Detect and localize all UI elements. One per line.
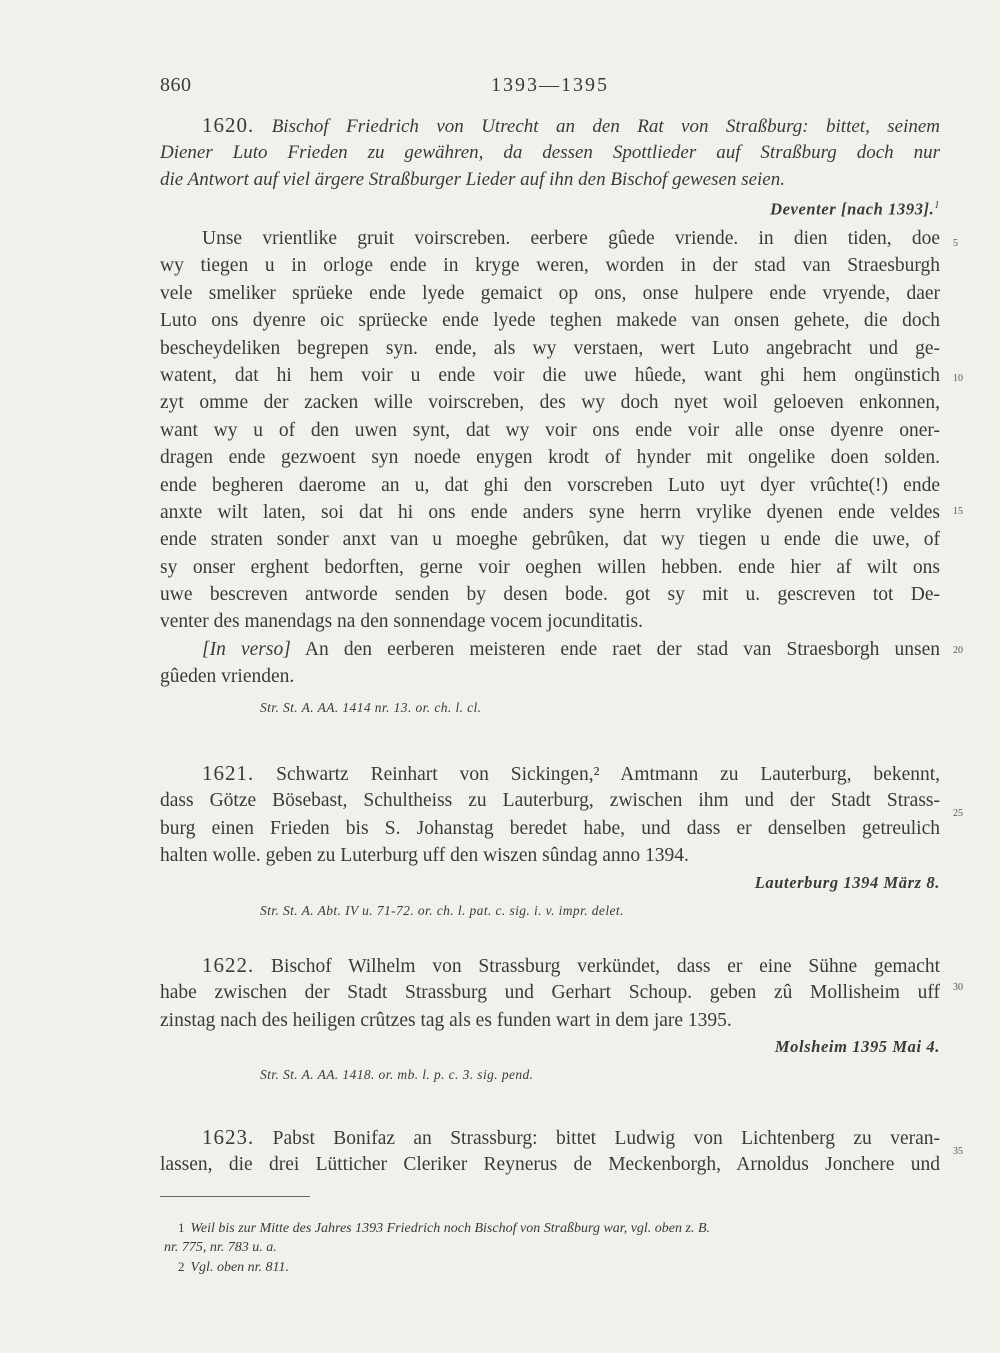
margin-line-number: 5 — [953, 238, 958, 249]
text-line: dragen ende gezwoent syn noede enygen krodt of hynder mit ongelike doen solden. — [160, 447, 940, 469]
footnote-divider — [160, 1196, 310, 1197]
source-citation: Str. St. A. Abt. IV u. 71-72. or. ch. l. pat. c. sig. i. v. impr. delet. — [260, 902, 624, 918]
verso-label: [In verso] — [202, 638, 291, 660]
footnote-mark: 1 — [178, 1220, 185, 1235]
dateline: Molsheim 1395 Mai 4. — [774, 1037, 940, 1057]
text-line: 1621. Schwartz Reinhart von Sickingen,² Amtmann zu Lauterburg, bekennt, — [202, 761, 941, 785]
regest-line: die Antwort auf viel ärgere Straßburger Lieder auf ihn den Bischof gewesen seien. — [160, 169, 785, 190]
text-line: bescheydeliken begrepen syn. ende, als wy verstaen, wert Luto angebracht und ge- — [160, 337, 940, 359]
margin-line-number: 10 — [953, 373, 963, 384]
verso-line: [In verso] An den eerberen meisteren ende raet der stad van Straesborgh unsen — [202, 638, 940, 660]
footnote-line: 2 Vgl. oben nr. 811. — [178, 1259, 290, 1275]
text-line: lassen, die drei Lütticher Cleriker Reynerus de Meckenborgh, Arnoldus Jonchere und — [160, 1154, 940, 1176]
text-line: vele smeliker sprüeke ende lyede gemaict op ons, onse hulpere ende vryende, daer — [160, 282, 940, 304]
running-title: 1393—1395 — [491, 74, 609, 96]
footnote-line: 1 Weil bis zur Mitte des Jahres 1393 Friedrich noch Bischof von Straßburg war, vgl. oben z. B. — [178, 1220, 711, 1236]
entry-1620 — [160, 112, 940, 719]
text-line: zyt omme der zacken wille voirscreben, des wy doch nyet woil geloeven enkonnen, — [160, 392, 940, 414]
dateline: Lauterburg 1394 März 8. — [754, 872, 940, 892]
text-line: 1623. Pabst Bonifaz an Strassburg: bittet Ludwig von Lichtenberg zu veran- — [202, 1125, 940, 1149]
text-line: Unse vrientlike gruit voirscreben. eerbere gûede vriende. in dien tiden, doe — [202, 228, 940, 249]
regest-line: 1620. Bischof Friedrich von Utrecht an den Rat von Straßburg: bittet, seinem — [202, 113, 941, 137]
text-line: wy tiegen u in orloge ende in kryge weren, worden in der stad van Straesburgh — [160, 255, 940, 277]
margin-line-number: 20 — [953, 645, 963, 656]
regest-line: Diener Luto Frieden zu gewähren, da dessen Spottlieder auf Straßburg doch nur — [160, 142, 940, 163]
margin-line-number: 30 — [953, 982, 963, 993]
dateline: Deventer [nach 1393].$^1$ — [770, 199, 940, 219]
text-line: habe zwischen der Stadt Strassburg und Gerhart Schoup. geben zû Mollisheim uff — [160, 982, 940, 1004]
verso-line: gûeden vrienden. — [160, 666, 295, 688]
text-line: want wy u of den uwen synt, dat wy voir ons ende voir alle onse dyenre oner- — [160, 419, 940, 441]
text-line: Luto ons dyenre oic sprüecke ende lyede teghen makede van onsen gehete, die doch — [160, 310, 940, 332]
entry-1622 — [160, 952, 940, 1086]
text-line: uwe bescreven antworde senden by desen bode. got sy mit u. gescreven tot De- — [160, 584, 940, 606]
page-number: 860 — [160, 74, 192, 96]
source-citation: Str. St. A. AA. 1418. or. mb. l. p. c. 3. sig. pend. — [260, 1067, 534, 1083]
text-line: dass Götze Bösebast, Schultheiss zu Lauterburg, zwischen ihm und der Stadt Strass- — [160, 790, 940, 812]
text-line: burg einen Frieden bis S. Johanstag beredet habe, und dass er denselben getreulich — [160, 817, 940, 839]
entry-number: 1623. — [202, 1125, 255, 1149]
text-line: halten wolle. geben zu Luterburg uff den wiszen sûndag anno 1394. — [160, 845, 689, 867]
text-line: anxte wilt laten, soi dat hi ons ende anders syne herrn vrylike dyenen ende veldes — [160, 501, 940, 523]
text-line: zinstag nach des heiligen crûtzes tag als es funden wart in dem jare 1395. — [160, 1009, 732, 1031]
text-line: ende begheren daerome an u, dat ghi den vorscreben Luto uyt dyer vrûchte(!) ende — [160, 474, 940, 496]
text-line: watent, dat hi hem voir u ende voir die uwe hûede, want ghi hem ongünstich — [160, 364, 940, 386]
text-line: sy onser erghent bedorften, gerne voir oeghen willen hebben. ende hier af wilt ons — [160, 556, 940, 578]
margin-line-number: 25 — [953, 808, 963, 819]
footnote-line: nr. 775, nr. 783 u. a. — [164, 1240, 277, 1255]
page-header — [160, 74, 940, 104]
entry-number: 1621. — [202, 761, 255, 785]
entry-number: 1622. — [202, 953, 255, 977]
text-line: 1622. Bischof Wilhelm von Strassburg verkündet, dass er eine Sühne gemacht — [202, 953, 940, 977]
text-line: venter des manendags na den sonnendage vocem jocunditatis. — [160, 611, 644, 633]
margin-line-number: 35 — [953, 1146, 963, 1157]
text-line: ende straten sonder anxt van u moeghe gebrûken, dat wy tiegen u ende die uwe, of — [160, 529, 940, 551]
footnote-mark: 2 — [178, 1259, 185, 1274]
source-citation: Str. St. A. AA. 1414 nr. 13. or. ch. l. cl. — [260, 699, 482, 715]
margin-line-number: 15 — [953, 506, 963, 517]
footnotes — [164, 1218, 938, 1277]
entry-1621 — [160, 760, 940, 922]
entry-number: 1620. — [202, 113, 255, 137]
entry-1623 — [160, 1124, 940, 1179]
